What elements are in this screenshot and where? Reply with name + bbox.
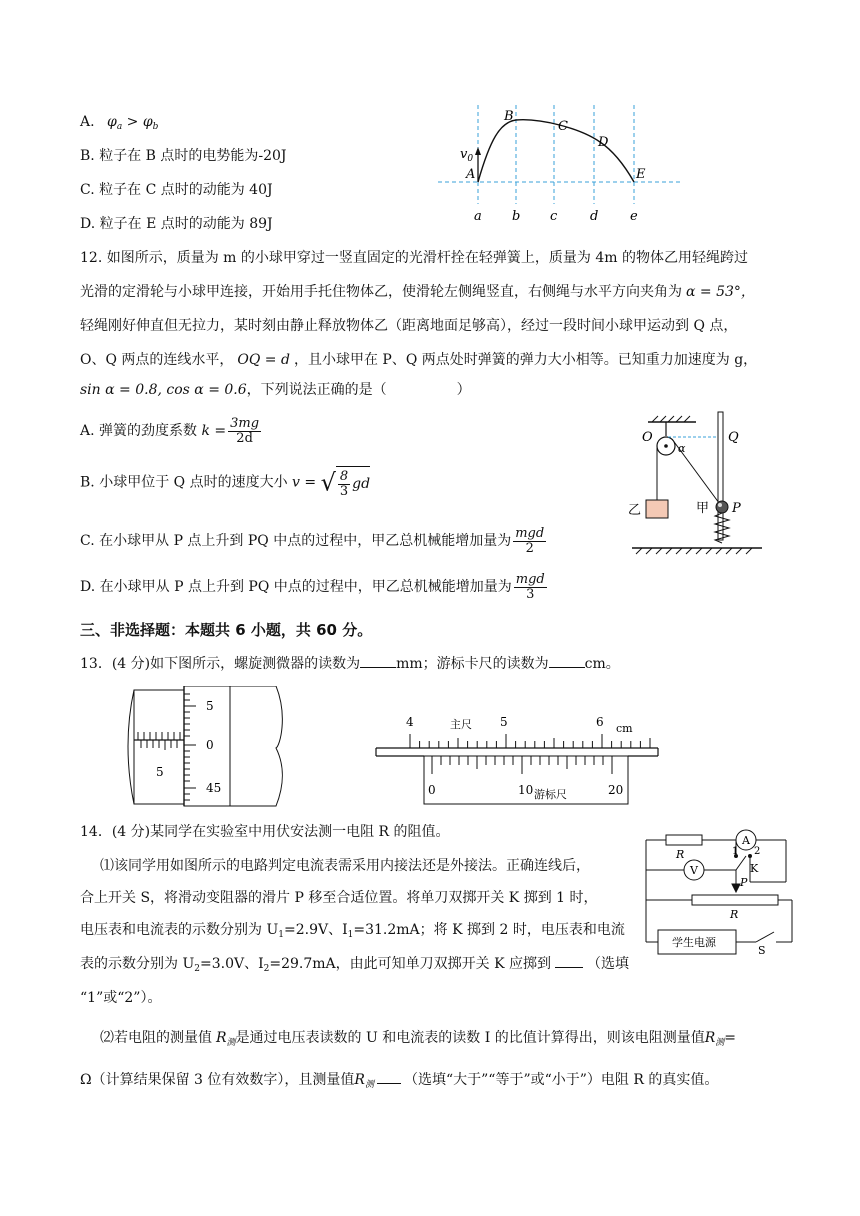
q14-p1-line-5: “1”或“2”）。 — [80, 990, 162, 1006]
fraction-mgd-2: $\frac{\text{mgd}}{2}$ — [515, 525, 545, 556]
slider-p-label: P — [740, 876, 748, 889]
vernier-10: 10 — [518, 783, 534, 797]
micrometer-main-label: 5 — [156, 765, 164, 779]
sqrt-symbol: √ — [320, 468, 336, 497]
q14-line-1: 14．(4 分)某同学在实验室中用伏安法测一电阻 R 的阻值。 — [80, 824, 450, 840]
micrometer-reading-blank[interactable] — [360, 667, 396, 668]
q11-option-d: D. 粒子在 E 点时的动能为 89J — [80, 216, 273, 232]
fraction-8-3: $\frac{8}{3}$ — [339, 468, 349, 499]
q12-line-2: 光滑的定滑轮与小球甲连接，开始用手托住物体乙，使滑轮左侧绳竖直，右侧绳与水平方向夹角为 α = 53°， — [80, 284, 755, 300]
label-p: P — [732, 501, 741, 516]
caliper-reading-blank[interactable] — [549, 667, 585, 668]
axis-label-d: d — [590, 209, 599, 224]
v0-label: $v_0$ — [460, 147, 474, 164]
thimble-label-0: 0 — [206, 738, 214, 752]
q14-p1-line-3: 电压表和电流表的示数分别为 $U_1=2.9V$、$I_1=31.2mA$；将 K 掷到 2 时，电压表和电流 — [80, 922, 625, 940]
q12-option-d: D. 在小球甲从 P 点上升到 PQ 中点的过程中，甲乙总机械能增加量为 $\frac{\text{mgd}}{3}$ — [80, 571, 545, 602]
q11-option-a: A. $\varphi_a > \varphi_b$ — [80, 114, 159, 132]
label-q: Q — [728, 430, 739, 445]
switch-s-label: S — [758, 944, 766, 957]
main-scale-6: 6 — [596, 715, 604, 729]
axis-label-a: a — [474, 209, 482, 224]
q12-line-3: 轻绳刚好伸直但无拉力，某时刻由静止释放物体乙（距离地面足够高），经过一段时间小球甲运动到 Q 点， — [80, 318, 738, 334]
label-yi: 乙 — [628, 503, 642, 518]
point-c-label: C — [558, 119, 568, 134]
fraction-mgd-3: $\frac{\text{mgd}}{3}$ — [515, 571, 545, 602]
main-scale-name: 主尺 — [450, 718, 472, 731]
thimble-label-5: 5 — [206, 699, 214, 713]
switch-pos-1: 1 — [732, 846, 739, 857]
compare-blank[interactable] — [377, 1083, 401, 1084]
q12-line-4: O、Q 两点的连线水平， OQ = d ，且小球甲在 P、Q 两点处时弹簧的弹力大小相等。已知重力加速度为 g， — [80, 352, 758, 368]
point-a-label: A — [466, 167, 476, 182]
circuit-r-bottom: R — [730, 908, 739, 921]
micrometer-figure — [126, 686, 296, 810]
vernier-0: 0 — [428, 783, 436, 797]
vernier-caliper-figure — [374, 712, 664, 808]
q12-option-b: B. 小球甲位于 Q 点时的速度大小 v = √ $\frac{8}{3}$ gd — [80, 466, 370, 499]
k-position-blank[interactable] — [555, 967, 583, 968]
point-e-label: E — [636, 167, 646, 182]
main-scale-unit: cm — [616, 722, 633, 735]
q11-option-b: B. 粒子在 B 点时的电势能为-20J — [80, 148, 287, 164]
point-d-label: D — [598, 135, 609, 150]
q12-option-a: A. 弹簧的劲度系数 k = $\frac{3mg}{2d}$ — [80, 415, 260, 446]
q12-line-1: 12. 如图所示，质量为 m 的小球甲穿过一竖直固定的光滑杆拴在轻弹簧上，质量为 4m 的物体乙用轻绳跨过 — [80, 250, 748, 266]
label-jia: 甲 — [696, 501, 710, 516]
vernier-name: 游标尺 — [534, 788, 567, 801]
switch-pos-2: 2 — [754, 846, 761, 857]
q12-pulley-figure — [626, 408, 766, 568]
q14-p1-line-1: ⑴该同学用如图所示的电路判定电流表需采用内接法还是外接法。正确连线后， — [100, 858, 590, 874]
q12-line-5: sin α = 0.8, cos α = 0.6，下列说法正确的是（ ） — [80, 382, 471, 398]
axis-label-e: e — [630, 209, 638, 224]
power-source-label: 学生电源 — [672, 936, 716, 949]
q14-p2-line-1: ⑵若电阻的测量值 $R_测$是通过电压表读数的 U 和电流表的读数 I 的比值计算得出，则该电阻测量值$R_测=$ — [100, 1030, 736, 1048]
voltmeter-label: V — [690, 864, 698, 877]
axis-label-c: c — [550, 209, 558, 224]
q14-p1-line-4: 表的示数分别为 $U_2=3.0V$、$I_2=29.7mA$，由此可知单刀双掷开关 K 应掷到 （选填 — [80, 956, 630, 974]
point-b-label: B — [504, 109, 514, 124]
main-scale-4: 4 — [406, 715, 414, 729]
q12-option-c: C. 在小球甲从 P 点上升到 PQ 中点的过程中，甲乙总机械能增加量为 $\frac{\text{mgd}}{2}$ — [80, 525, 545, 556]
phi-a: $\varphi_a$ — [107, 114, 123, 132]
axis-label-b: b — [512, 209, 521, 224]
q13-question: 13．(4 分)如下图所示，螺旋测微器的读数为 mm；游标卡尺的读数为 cm。 — [80, 656, 620, 672]
q14-p2-line-2: Ω（计算结果保留 3 位有效数字），且测量值$R_测$ （选填“大于”“等于”或“小于”）电阻 R 的真实值。 — [80, 1072, 719, 1090]
phi-b: $\varphi_b$ — [142, 114, 159, 132]
q14-circuit-figure — [636, 826, 796, 966]
main-scale-5: 5 — [500, 715, 508, 729]
thimble-label-45: 45 — [206, 781, 222, 795]
switch-k-label: K — [750, 862, 759, 875]
section-3-heading: 三、非选择题：本题共 6 小题，共 60 分。 — [80, 621, 373, 639]
label-o: O — [642, 430, 653, 445]
label-alpha: α — [678, 442, 686, 455]
q11-option-c: C. 粒子在 C 点时的动能为 40J — [80, 182, 273, 198]
q14-p1-line-2: 合上开关 S，将滑动变阻器的滑片 P 移至合适位置。将单刀双掷开关 K 掷到 1 时， — [80, 890, 598, 906]
vernier-20: 20 — [608, 783, 624, 797]
circuit-r-top: R — [676, 848, 685, 861]
q11-trajectory-figure — [430, 100, 690, 230]
fraction-3mg-2d: $\frac{3mg}{2d}$ — [230, 415, 260, 446]
ammeter-label: A — [742, 834, 750, 847]
